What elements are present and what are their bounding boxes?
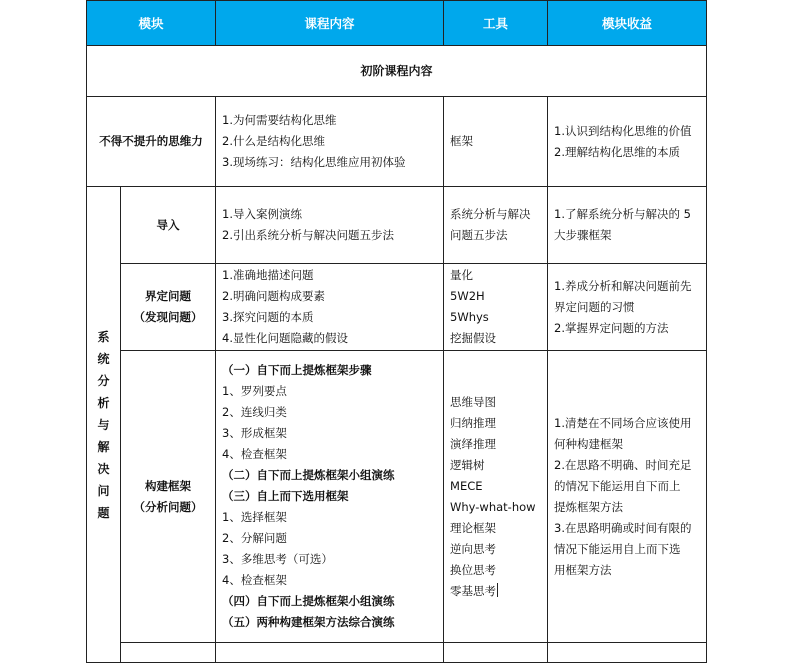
header-content: 课程内容 xyxy=(216,1,444,46)
module-cell xyxy=(121,264,216,351)
tool-text: 零基思考 xyxy=(450,583,497,598)
content-line: 4.显性化问题隐藏的假设 xyxy=(222,331,348,345)
tool-line: MECE xyxy=(450,478,483,493)
text-cursor xyxy=(497,583,498,597)
content-line: 1.为何需要结构化思维 xyxy=(222,113,337,127)
tool-line: 问题五步法 xyxy=(450,228,508,242)
benefit-line: 1.了解系统分析与解决的 5 xyxy=(554,207,691,221)
content-line: 3、多维思考（可选） xyxy=(222,552,333,566)
content-cell xyxy=(216,187,444,264)
tool-line: 5W2H xyxy=(450,289,485,303)
benefit-line: 1.认识到结构化思维的价值 xyxy=(554,123,692,138)
table-row-framework xyxy=(87,351,707,643)
benefit-line: 何种构建框架 xyxy=(554,436,624,451)
content-line: 1.准确地描述问题 xyxy=(222,268,314,282)
content-line: 1、选择框架 xyxy=(222,510,287,524)
benefits-cell xyxy=(548,97,707,187)
tool-line: 理论框架 xyxy=(450,520,497,535)
module-cell: 导入 xyxy=(121,187,216,264)
tool-line: 逆向思考 xyxy=(450,541,497,556)
benefit-line: 2.理解结构化思维的本质 xyxy=(554,144,680,159)
benefit-line: 3.在思路明确或时间有限的 xyxy=(554,520,692,535)
table-row-intro xyxy=(87,187,707,264)
content-line: 2.明确问题构成要素 xyxy=(222,289,325,303)
header-tools: 工具 xyxy=(444,1,548,46)
group-label-char: 问 xyxy=(97,483,110,498)
benefit-line: 1.清楚在不同场合应该使用 xyxy=(554,415,692,430)
table-row-thinking xyxy=(87,97,707,187)
benefit-line: 2.在思路不明确、时间充足 xyxy=(554,457,692,472)
tool-line: 5Whys xyxy=(450,310,489,324)
section-row xyxy=(87,46,707,97)
table-row-next xyxy=(87,643,707,663)
tool-line: 归纳推理 xyxy=(450,415,497,430)
module-line: （分析问题） xyxy=(133,499,203,514)
content-line: 4、检查框架 xyxy=(222,573,287,587)
tool-line: 换位思考 xyxy=(450,562,497,577)
tool-line-with-cursor[interactable] xyxy=(450,581,541,602)
content-line: （二）自下而上提炼框架小组演练 xyxy=(222,468,395,482)
content-line: （五）两种构建框架方法综合演练 xyxy=(222,615,395,629)
tool-line: 系统分析与解决 xyxy=(450,207,531,221)
group-label-char: 题 xyxy=(97,505,110,520)
module-cell: 不得不提升的思维力 xyxy=(87,97,216,187)
content-cell xyxy=(216,264,444,351)
benefit-line: 提炼框架方法 xyxy=(554,499,624,514)
tool-line: 演绎推理 xyxy=(450,436,497,451)
benefits-cell xyxy=(548,264,707,351)
content-line: （三）自上而下选用框架 xyxy=(222,489,349,503)
group-label-char: 解 xyxy=(97,439,110,454)
content-cell xyxy=(216,97,444,187)
module-line: 构建框架 xyxy=(145,478,191,493)
content-line: 1、罗列要点 xyxy=(222,384,287,398)
module-line: （发现问题） xyxy=(133,310,203,324)
group-label-char: 决 xyxy=(97,461,110,476)
content-line: （四）自下而上提炼框架小组演练 xyxy=(222,594,395,608)
section-title: 初阶课程内容 xyxy=(87,46,707,97)
group-label-char: 分 xyxy=(97,373,110,388)
header-benefits: 模块收益 xyxy=(548,1,707,46)
tool-line: 逻辑树 xyxy=(450,457,485,472)
tool-line: Why-what-how xyxy=(450,499,536,514)
content-line: 3.现场练习：结构化思维应用初体验 xyxy=(222,155,406,169)
header-module: 模块 xyxy=(87,1,216,46)
module-cell xyxy=(121,351,216,643)
content-cell xyxy=(216,351,444,643)
group-label-char: 统 xyxy=(97,351,110,366)
group-label-char: 系 xyxy=(97,329,110,344)
content-line: 2.什么是结构化思维 xyxy=(222,134,325,148)
empty-cell xyxy=(548,643,707,663)
content-line: 1.导入案例演练 xyxy=(222,207,302,221)
group-label-char: 与 xyxy=(97,417,110,432)
empty-cell xyxy=(121,643,216,663)
tools-cell xyxy=(444,351,548,643)
course-table-sheet xyxy=(86,0,706,654)
benefit-line: 用框架方法 xyxy=(554,562,612,577)
benefit-line: 1.养成分析和解决问题前先 xyxy=(554,278,692,293)
content-line: （一）自下而上提炼框架步骤 xyxy=(222,363,372,377)
benefit-line: 界定问题的习惯 xyxy=(554,299,635,314)
content-line: 2.引出系统分析与解决问题五步法 xyxy=(222,228,394,242)
tools-cell xyxy=(444,264,548,351)
tool-line: 量化 xyxy=(450,268,474,282)
content-line: 2、连线归类 xyxy=(222,405,287,419)
group-label-char: 析 xyxy=(97,395,110,410)
tool-line: 挖掘假设 xyxy=(450,331,497,345)
header-row xyxy=(87,1,707,46)
benefits-cell xyxy=(548,351,707,643)
tool-line: 框架 xyxy=(450,134,474,148)
tools-cell xyxy=(444,187,548,264)
benefit-line: 大步骤框架 xyxy=(554,228,612,242)
benefit-line: 2.掌握界定问题的方法 xyxy=(554,320,669,335)
course-table xyxy=(86,0,707,663)
empty-cell xyxy=(444,643,548,663)
module-line: 界定问题 xyxy=(145,289,191,303)
content-line: 4、检查框架 xyxy=(222,447,287,461)
benefits-cell xyxy=(548,187,707,264)
content-line: 3、形成框架 xyxy=(222,426,287,440)
tools-cell xyxy=(444,97,548,187)
table-row-define xyxy=(87,264,707,351)
content-line: 2、分解问题 xyxy=(222,531,287,545)
group-label-cell xyxy=(87,187,121,663)
tool-line: 思维导图 xyxy=(450,394,497,409)
benefit-line: 的情况下能运用自下而上 xyxy=(554,478,681,493)
empty-cell xyxy=(216,643,444,663)
benefit-line: 情况下能运用自上而下选 xyxy=(554,541,681,556)
content-line: 3.探究问题的本质 xyxy=(222,310,314,324)
